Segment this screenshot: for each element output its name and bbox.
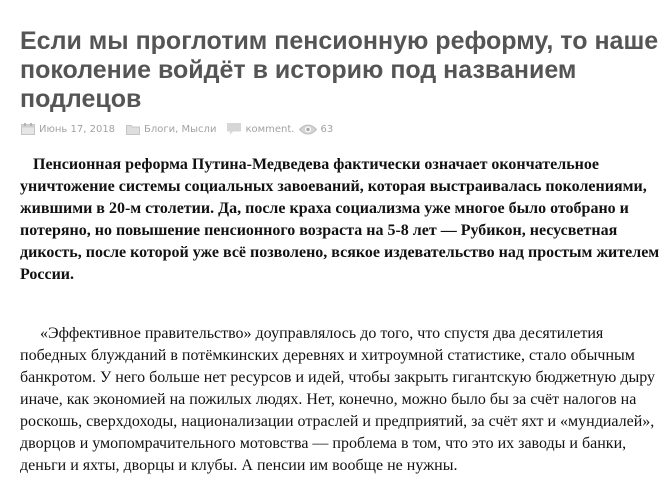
eye-icon [299,124,317,135]
article-title[interactable]: Если мы проглотим пенсионную реформу, то наше поколение войдёт в историю под названием подлецов [20,27,659,113]
lead-paragraph: Пенсионная реформа Путина-Медведева фактически означает окончательное уничтожение системы социальных завоеваний, которая выстраивалась поколениями, жившими в 20-м столетии. Да, после краха социализма уже многое было отобрано и потеряно, но повышение пенсионного возраста на 5-8 лет — Рубикон, несусветная дикость, после которой уже всё позволено, всякое издевательство над простым жителем России. [20,156,660,283]
views-count: 63 [320,123,334,135]
article-meta [21,119,333,139]
folder-icon [126,124,140,135]
categories-link[interactable]: Блоги, Мысли [144,123,217,135]
post-comments [227,123,294,135]
comments-link[interactable]: комment. [245,123,295,135]
body-paragraph: «Эффективное правительство» доуправлялось до того, что спустя два десятилетия победных блужданий в потёмкинских деревнях и хитроумной статистике, стало обычным банкротом. У него больше нет ресурсов и идей, чтобы закрыть гигантскую бюджетную дыру иначе, как экономией на пожилых людях. Нет, конечно, можно было бы за счёт налогов на роскошь, сверхдоходы, национализации отраслей и предприятий, за счёт яхт и «мундиалей», дворцов и умопомрачительного мотовства — проблема в том, что это их заводы и банки, деньги и яхты, дворцы и клубы. А пенсии им вообще не нужны. [20,325,656,474]
comment-bubble-icon [227,123,241,135]
post-categories [126,124,216,135]
post-views [299,124,334,135]
calendar-icon [21,123,35,135]
post-date-text: Июнь 17, 2018 [39,123,116,135]
post-date [21,123,115,135]
